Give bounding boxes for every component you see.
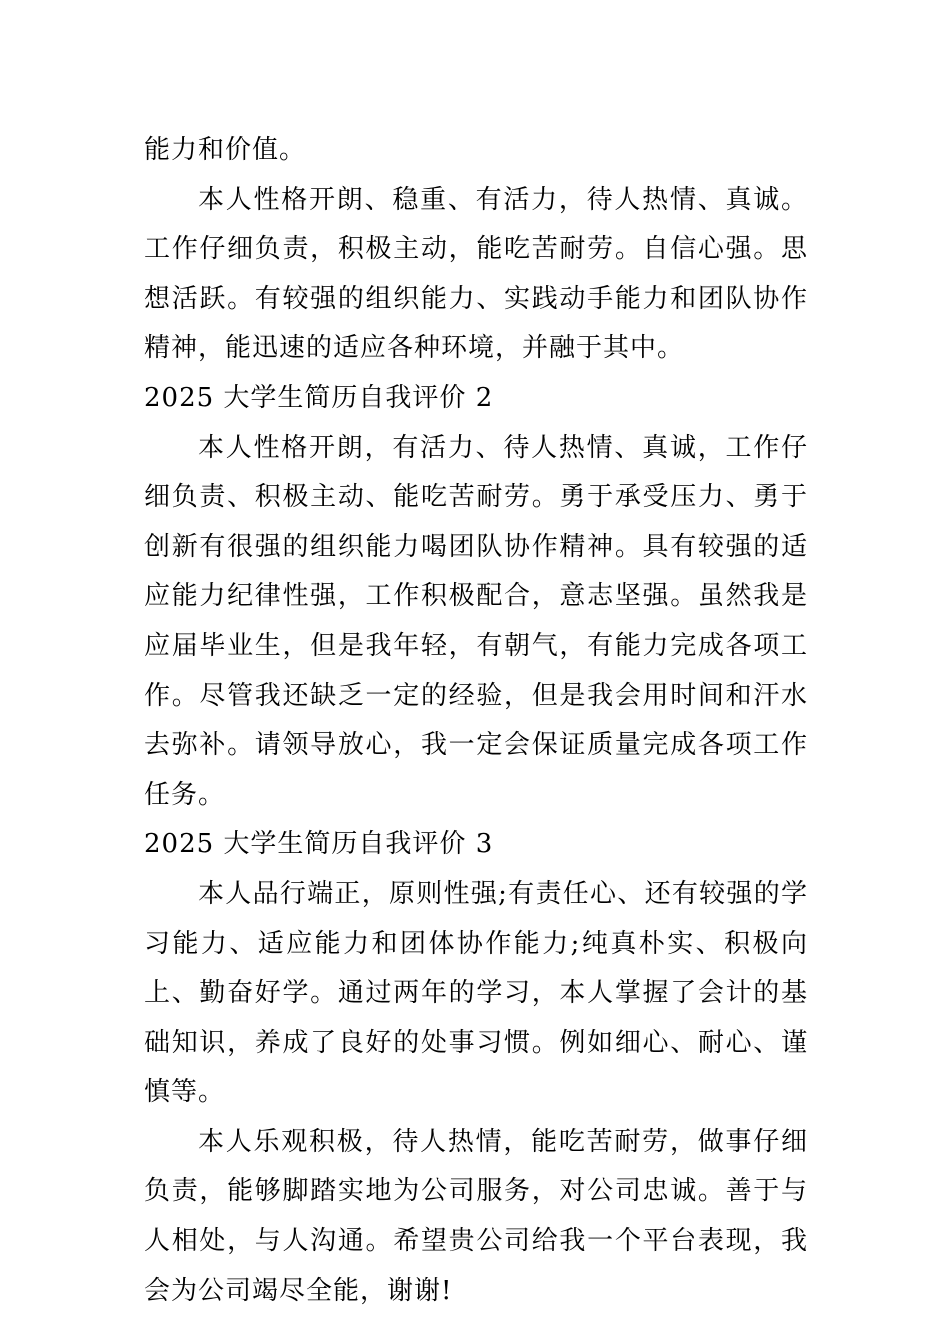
paragraph-continuation: 能力和价值。 [144, 135, 307, 165]
section-heading-3: 2025 大学生简历自我评价 3 [144, 829, 494, 860]
section-heading-2: 2025 大学生简历自我评价 2 [144, 382, 494, 413]
document-body [144, 126, 808, 1316]
paragraph-self-evaluation-1: 本人性格开朗、稳重、有活力，待人热情、真诚。工作仔细负责，积极主动，能吃苦耐劳。自信心强。思想活跃。有较强的组织能力、实践动手能力和团队协作精神，能迅速的适应各种环境，并融于其中。 [144, 184, 808, 364]
paragraph-self-evaluation-3b: 本人乐观积极，待人热情，能吃苦耐劳，做事仔细负责，能够脚踏实地为公司服务，对公司忠诚。善于与人相处，与人沟通。希望贵公司给我一个平台表现，我会为公司竭尽全能，谢谢! [144, 1126, 808, 1306]
paragraph-self-evaluation-2: 本人性格开朗，有活力、待人热情、真诚，工作仔细负责、积极主动、能吃苦耐劳。勇于承受压力、勇于创新有很强的组织能力喝团队协作精神。具有较强的适应能力纪律性强，工作积极配合，意志坚强。虽然我是应届毕业生，但是我年轻，有朝气，有能力完成各项工作。尽管我还缺乏一定的经验，但是我会用时间和汗水去弥补。请领导放心，我一定会保证质量完成各项工作任务。 [144, 432, 808, 810]
paragraph-self-evaluation-3a: 本人品行端正，原则性强;有责任心、还有较强的学习能力、适应能力和团体协作能力;纯真朴实、积极向上、勤奋好学。通过两年的学习，本人掌握了会计的基础知识，养成了良好的处事习惯。例如细心、耐心、谨慎等。 [144, 878, 808, 1108]
